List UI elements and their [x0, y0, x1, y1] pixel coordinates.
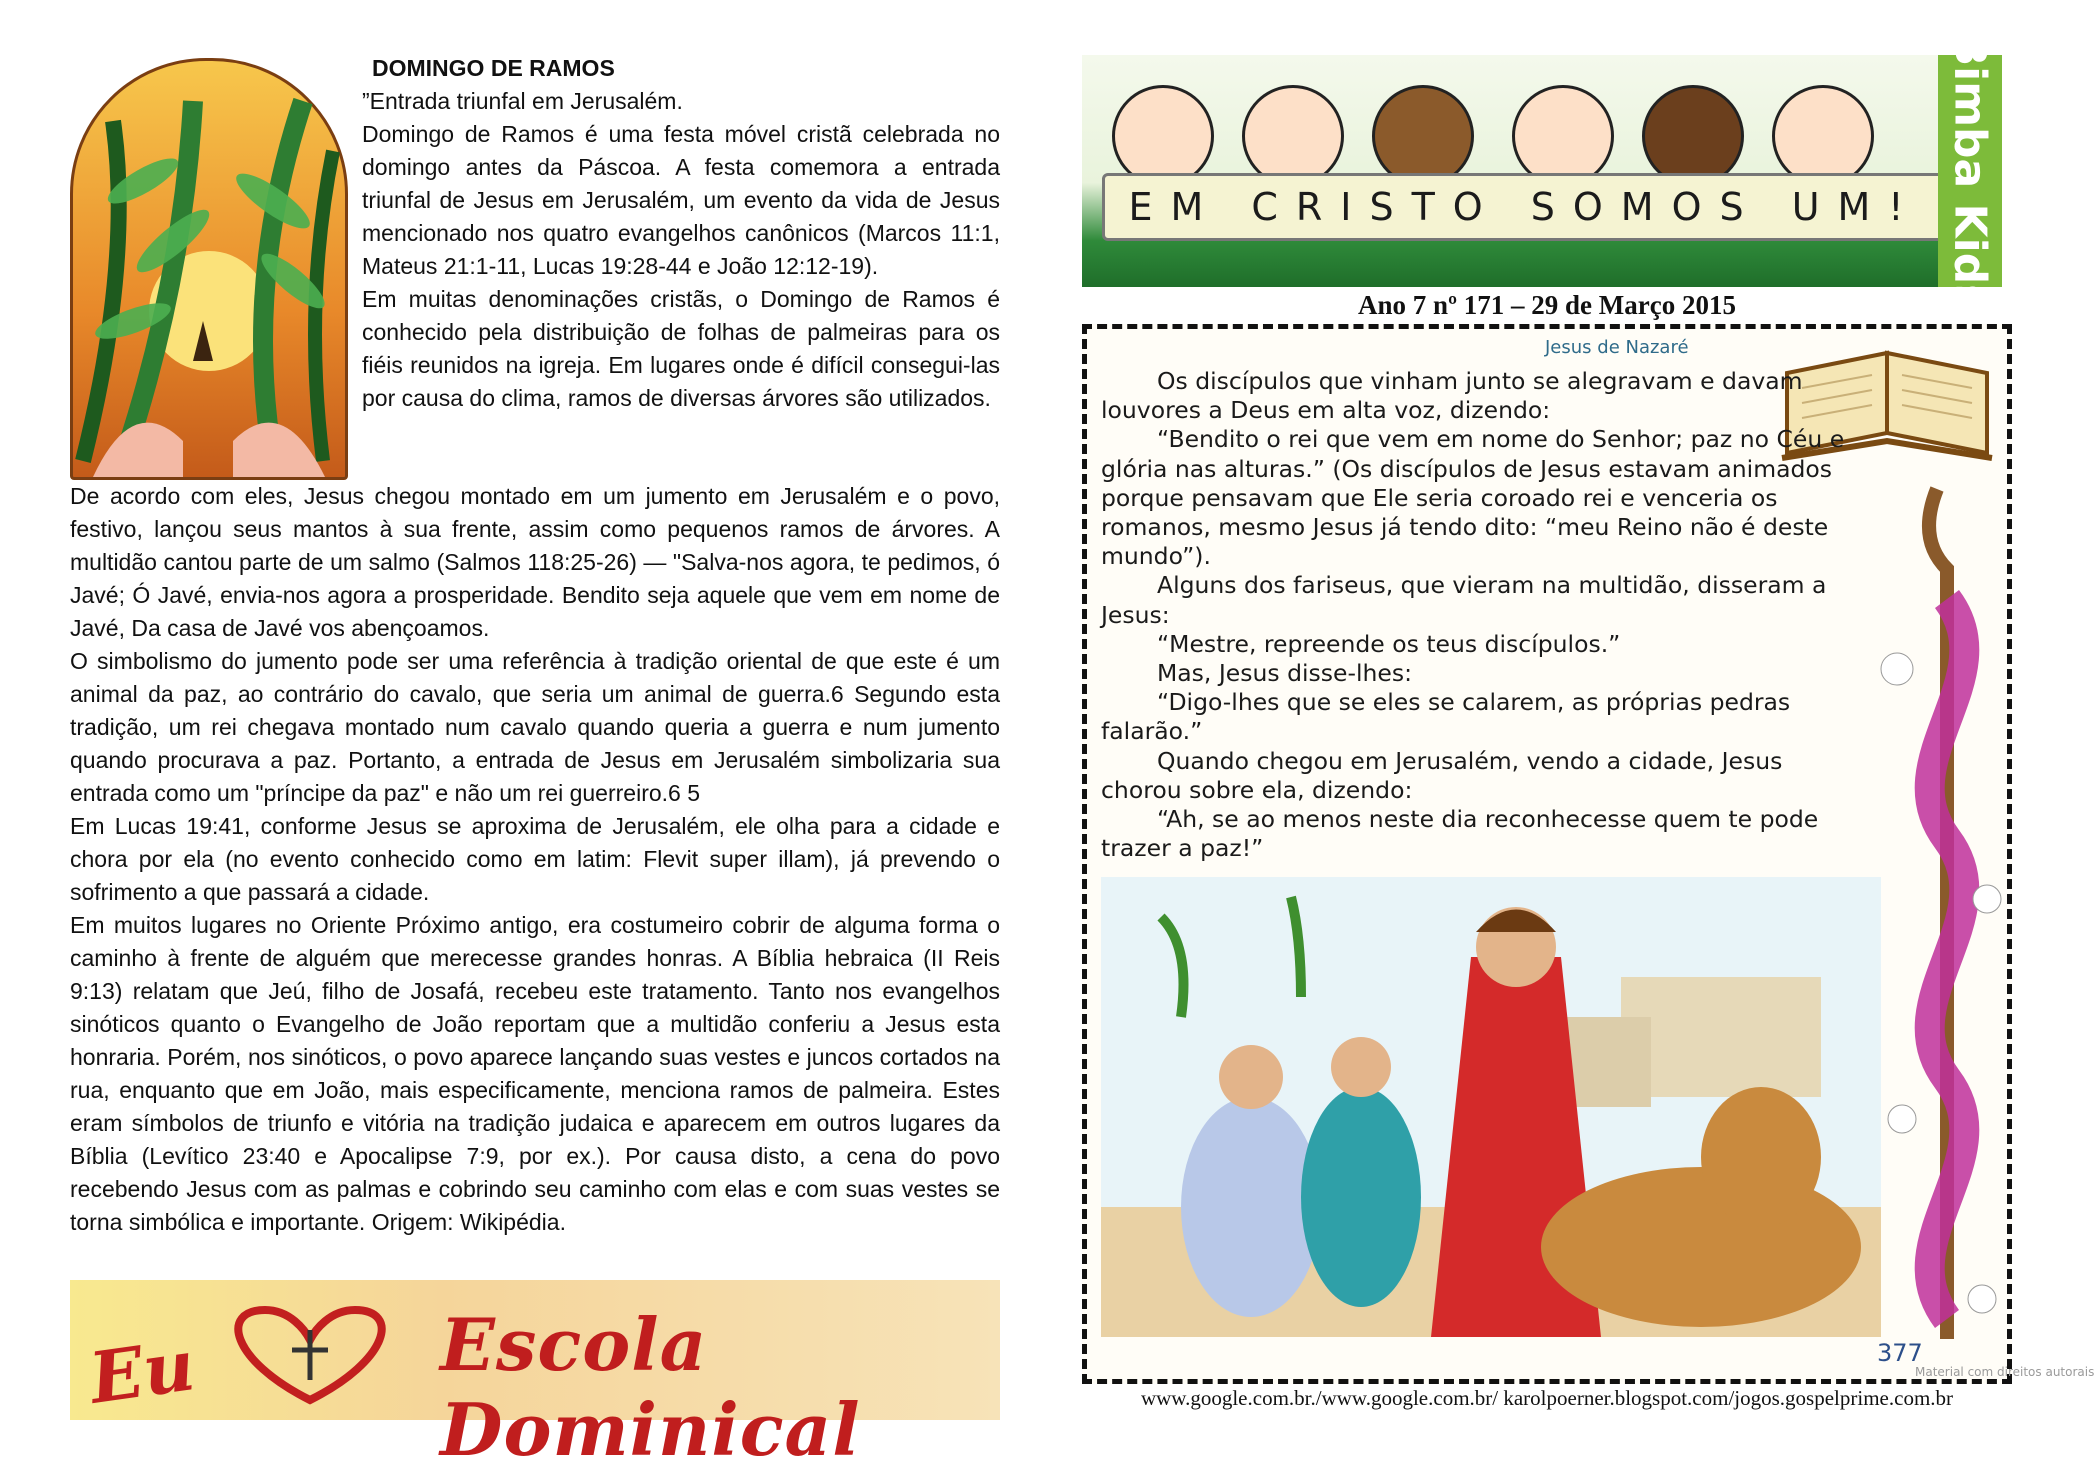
kids-sign [1102, 173, 1948, 241]
story-paragraph: Alguns dos fariseus, que vieram na multidão, disseram a Jesus: [1101, 571, 1827, 629]
jesus-entry-illustration [1101, 877, 1881, 1337]
child-face-icon [1772, 85, 1874, 187]
kids-sign-text: EM CRISTO SOMOS UM! [1128, 185, 1922, 229]
body-paragraph: O simbolismo do jumento pode ser uma referência à tradição oriental de que este é um animal da paz, ao contrário do cavalo, que seria um animal de guerra.6 Segundo esta tradição, um rei chegava montado num cavalo quando queria a guerra e num jumento quando procurava a paz. Portanto, a entrada de Jesus em Jerusalém simbolizaria sua entrada como um "príncipe da paz" e não um rei guerreiro.6 5 [70, 648, 1000, 806]
bimba-kids-text: Bimba Kids [1944, 32, 1996, 310]
story-paragraph: “Ah, se ao menos neste dia reconhecesse quem te pode trazer a paz!” [1101, 805, 1819, 863]
story-text [1101, 367, 1861, 863]
page-number: 377 [1877, 1339, 1923, 1367]
body-text [70, 480, 1000, 1239]
heart-cross-icon [210, 1300, 410, 1410]
source-credits: www.google.com.br./www.google.com.br/ karolpoerner.blogspot.com/jogos.gospelprime.com.br [1140, 1386, 1954, 1410]
banner-word-escola-dominical: Escola Dominical [440, 1302, 861, 1472]
story-paragraph: Mas, Jesus disse-lhes: [1157, 659, 1413, 688]
issue-info: Ano 7 nº 171 – 29 de Março 2015 [1358, 290, 1736, 320]
story-title: Jesus de Nazaré [1545, 337, 1689, 358]
child-face-icon [1372, 85, 1474, 187]
ribbon-staff-icon [1877, 479, 2007, 1339]
body-paragraph: Em Lucas 19:41, conforme Jesus se aproxima de Jerusalém, ele olha para a cidade e chora por ela (no evento conhecido como em latim: Flevit super illam), já prevendo o sofrimento a que passará a cidade. [70, 813, 1000, 905]
story-paragraph: Os discípulos que vinham junto se alegravam e davam louvores a Deus em alta voz, dizendo: [1101, 367, 1803, 425]
bimba-kids-logo [1938, 32, 2002, 310]
palm-leaves-icon [73, 61, 345, 477]
child-face-icon [1112, 85, 1214, 187]
child-face-icon [1512, 85, 1614, 187]
story-paragraph: Quando chegou em Jerusalém, vendo a cidade, Jesus chorou sobre ela, dizendo: [1101, 746, 1783, 804]
body-paragraph: Em muitos lugares no Oriente Próximo antigo, era costumeiro cobrir de alguma forma o caminho à frente de alguém que merecesse grandes honras. A Bíblia hebraica (II Reis 9:13) relatam que Jeú, filho de Josafá, recebeu este tratamento. Tanto nos evangelhos sinóticos quanto o Evangelho de João reportam que a multidão conferiu a Jesus esta honraria. Porém, nos sinóticos, o povo aparece lançando suas vestes e juncos cortados na rua, enquanto que em João, mais especificamente, menciona ramos de palmeira. Estes eram símbolos de triunfo e vitória na tradição judaica e aparecem em outros lugares da Bíblia (Levítico 23:40 e Apocalipse 7:9, por ex.). Por causa disto, a cena do povo recebendo Jesus com as palmas e cobrindo seu caminho com elas e com suas vestes se torna simbólica e importante. Origem: Wikipédia. [70, 912, 1000, 1235]
intro-text [362, 52, 1000, 415]
body-paragraph: De acordo com eles, Jesus chegou montado em um jumento em Jerusalém e o povo, festivo, lançou seus mantos à sua frente, assim como pequenos ramos de árvores. A multidão cantou parte de um salmo (Salmos 118:25-26) — "Salva-nos agora, te pedimos, ó Javé; Ó Javé, envia-nos agora a prosperidade. Bendito seja aquele que vem em nome de Javé, Da casa de Javé vos abençoamos. [70, 483, 1000, 641]
page-title: DOMINGO DE RAMOS [372, 55, 615, 81]
child-face-icon [1642, 85, 1744, 187]
escola-dominical-banner [70, 1280, 1000, 1472]
intro-paragraph: ”Entrada triunfal em Jerusalém. [362, 88, 683, 114]
story-box [1082, 324, 2094, 1384]
intro-paragraph: Domingo de Ramos é uma festa móvel cristã celebrada no domingo antes da Páscoa. A festa comemora a entrada triunfal de Jesus em Jerusalém, um evento da vida de Jesus mencionado nos quatro evangelhos canônicos (Marcos 11:1, Mateus 21:1-11, Lucas 19:28-44 e João 12:12-19). [362, 121, 1000, 279]
child-face-icon [1242, 85, 1344, 187]
palm-sunday-illustration [70, 58, 348, 480]
intro-paragraph: Em muitas denominações cristãs, o Domingo de Ramos é conhecido pela distribuição de folhas de palmeiras para os fiéis reunidos na igreja. Em lugares onde é difícil consegui-las por causa do clima, ramos de diversas árvores são utilizados. [362, 286, 1000, 411]
banner-word-eu: Eu [84, 1323, 200, 1420]
story-paragraph: “Mestre, repreende os teus discípulos.” [1157, 629, 1621, 658]
copyright-watermark: Material com direitos autorais [1915, 1365, 2094, 1379]
story-paragraph: “Bendito o rei que vem em nome do Senhor; paz no Céu e glória nas alturas.” (Os discípulos de Jesus estavam animados porque pensavam que Ele seria coroado rei e venceria os romanos, mesmo Jesus já tendo dito: “meu Reino não é deste mundo”). [1101, 425, 1845, 571]
story-paragraph: “Digo-lhes que se eles se calarem, as próprias pedras falarão.” [1101, 688, 1791, 746]
